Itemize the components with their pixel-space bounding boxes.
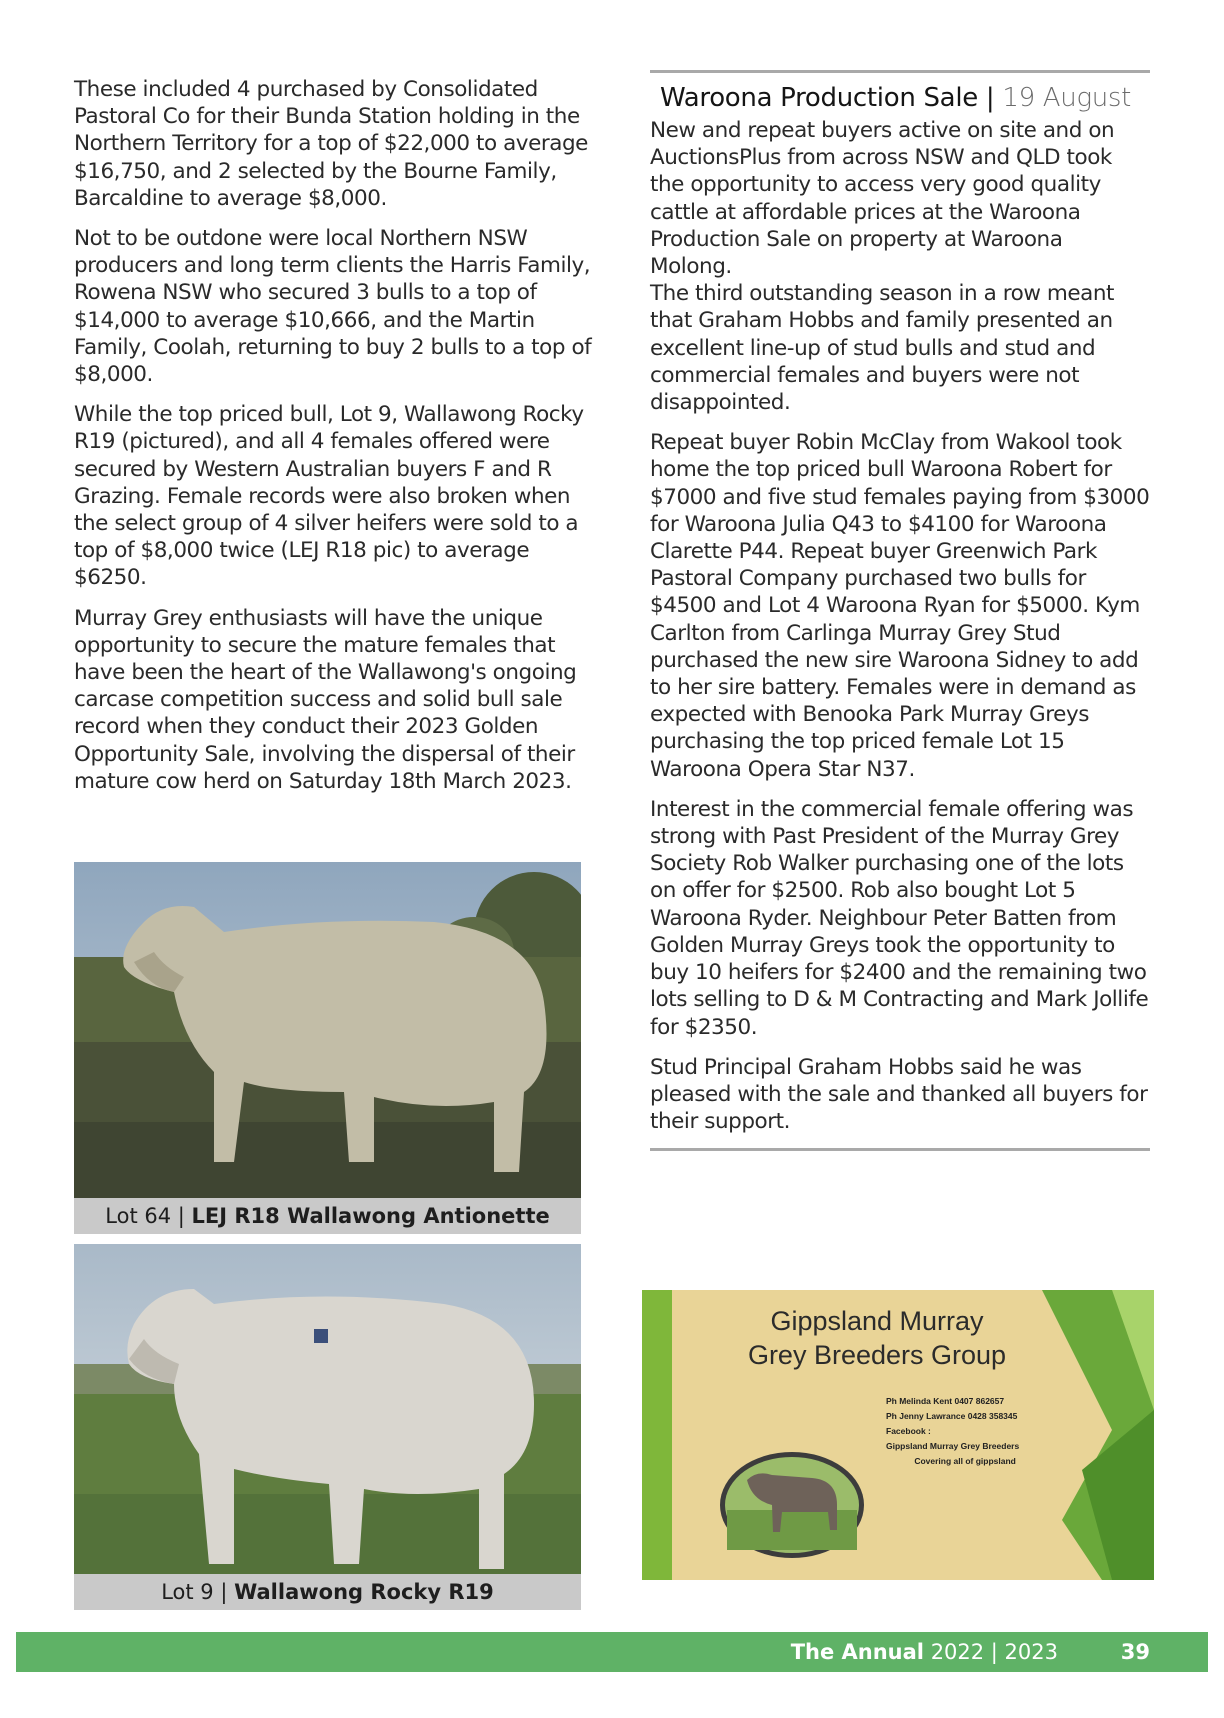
bull-photo-image: [74, 1244, 581, 1610]
section-bottom-rule: [650, 1148, 1150, 1151]
contact-facebook-page: Gippsland Murray Grey Breeders: [886, 1441, 1020, 1451]
right-column: [650, 70, 1150, 1151]
heading-title: Waroona Production Sale: [660, 83, 978, 113]
footer-years: 2022 | 2023: [930, 1640, 1058, 1664]
caption-animal-name: Wallawong Rocky R19: [234, 1580, 494, 1604]
left-paragraph-2: Not to be outdone were local Northern NSW producers and long term clients the Harris Family, Rowena NSW who secured 3 bulls to a top of $14,000 to average $10,666, and the Martin Family, Coolah, returning to buy 2 bulls to a top of $8,000.: [74, 226, 592, 388]
photo-caption-lot-9: [74, 1574, 581, 1610]
contact-phone-1: Ph Melinda Kent 0407 862657: [886, 1396, 1005, 1406]
contact-facebook-label: Facebook :: [886, 1426, 931, 1436]
footer-title: The Annual: [790, 1640, 924, 1664]
section-heading: [660, 81, 1150, 115]
photo-lot-9: [74, 1244, 581, 1610]
advert-title-line-1: Gippsland Murray: [770, 1306, 984, 1336]
left-paragraph-3: While the top priced bull, Lot 9, Wallawong Rocky R19 (pictured), and all 4 females offered were secured by Western Australian buyers F and R Grazing. Female records were also broken when the select group of 4 silver heifers were sold to a top of $8,000 twice (LEJ R18 pic) to average $6250.: [74, 402, 584, 591]
section-top-rule: [650, 70, 1150, 73]
right-paragraph-2: The third outstanding season in a row meant that Graham Hobbs and family presented an excellent line-up of stud bulls and stud and commercial females and buyers were not disappointed.: [650, 281, 1115, 416]
page-footer: [16, 1632, 1208, 1672]
heading-date: 19 August: [1002, 83, 1132, 113]
advert-contact-details: [886, 1394, 1019, 1469]
caption-animal-name: LEJ R18 Wallawong Antionette: [191, 1204, 550, 1228]
cow-photo-image: [74, 862, 581, 1234]
contact-phone-2: Ph Jenny Lawrance 0428 358345: [886, 1411, 1018, 1421]
photo-caption-lot-64: [74, 1198, 581, 1234]
left-paragraph-4: Murray Grey enthusiasts will have the unique opportunity to secure the mature females that have been the heart of the Wallawong's ongoing carcase competition success and solid bull sale record when they conduct their 2023 Golden Opportunity Sale, involving the dispersal of their mature cow herd on Saturday 18th March 2023.: [74, 605, 577, 794]
gippsland-advert: [642, 1290, 1154, 1580]
heading-separator: |: [977, 83, 1003, 113]
left-column: [74, 76, 594, 808]
right-paragraph-1: New and repeat buyers active on site and on AuctionsPlus from across NSW and QLD took the opportunity to access very good quality cattle at affordable prices at the Waroona Production Sale on property at Waroona Molong.: [650, 118, 1115, 280]
caption-prefix: Lot 64 |: [105, 1204, 192, 1228]
contact-coverage: Covering all of gippsland: [886, 1456, 1016, 1466]
footer-publication: [791, 1632, 1058, 1672]
advert-title-line-2: Grey Breeders Group: [747, 1340, 1007, 1370]
left-paragraph-1: These included 4 purchased by Consolidated Pastoral Co for their Bunda Station holding in the Northern Territory for a top of $22,000 to average $16,750, and 2 selected by the Bourne Family, Barcaldine to average $8,000.: [74, 77, 588, 211]
right-paragraph-3: Repeat buyer Robin McClay from Wakool took home the top priced bull Waroona Robert for $7000 and five stud females paying from $3000 for Waroona Julia Q43 to $4100 for Waroona Clarette P44. Repeat buyer Greenwich Park Pastoral Company purchased two bulls for $4500 and Lot 4 Waroona Ryan for $5000. Kym Carlton from Carlinga Murray Grey Stud purchased the new sire Waroona Sidney to add to her sire battery. Females were in demand as expected with Benooka Park Murray Greys purchasing the top priced female Lot 15 Waroona Opera Star N37.: [650, 430, 1150, 782]
right-paragraph-4: Interest in the commercial female offering was strong with Past President of the Murray Grey Society Rob Walker purchasing one of the lots on offer for $2500. Rob also bought Lot 5 Waroona Ryder. Neighbour Peter Batten from Golden Murray Greys took the opportunity to buy 10 heifers for $2400 and the remaining two lots selling to D & M Contracting and Mark Jollife for $2350.: [650, 796, 1149, 1040]
caption-prefix: Lot 9 |: [161, 1580, 235, 1604]
right-paragraph-5: Stud Principal Graham Hobbs said he was pleased with the sale and thanked all buyers for their support.: [650, 1054, 1148, 1135]
page-number: 39: [1120, 1640, 1150, 1664]
photo-lot-64: [74, 862, 581, 1234]
